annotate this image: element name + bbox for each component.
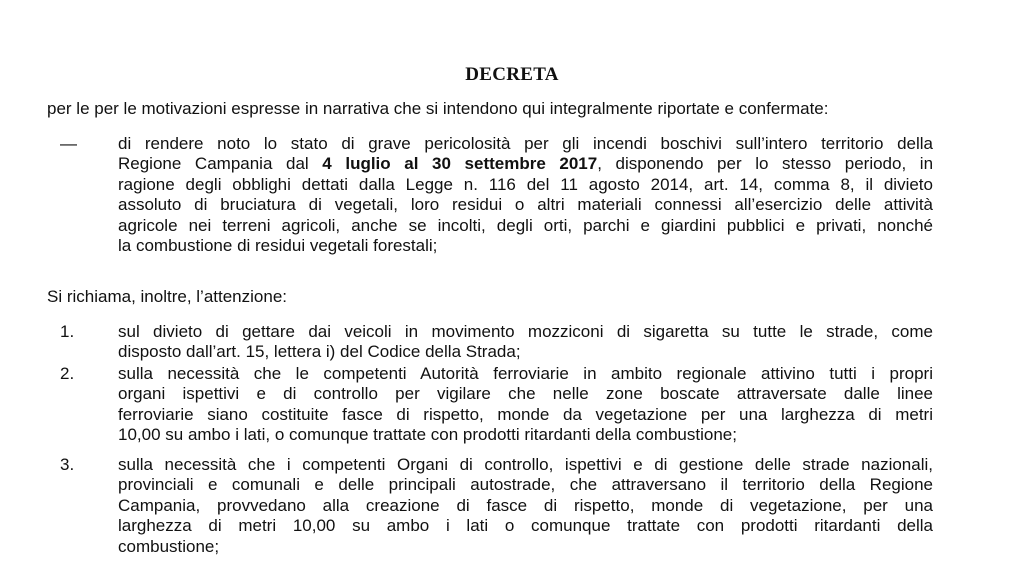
item-2-line-4: 10,00 su ambo i lati, o comunque trattate con prodotti ritardanti della combustione; [118, 425, 737, 445]
dash-line-4: assoluto di bruciatura di vegetali, loro residui o altri materiali connessi all’esercizio delle attività [118, 195, 933, 215]
dash-line-2-start: Regione Campania dal [118, 154, 323, 174]
item-2-line-3: ferroviarie siano costituite fasce di rispetto, monde da vegetazione per una larghezza di metri [118, 404, 933, 424]
item-3-line-5: combustione; [118, 536, 220, 556]
item-2-line-1: sulla necessità che le competenti Autorità ferroviarie in ambito regionale attivino tutti i propri [118, 364, 933, 383]
dash-line-1: di rendere noto lo stato di grave pericolosità per gli incendi boschivi sull’intero territorio della [118, 134, 933, 153]
item-3-text [118, 455, 933, 557]
decree-heading: DECRETA [465, 64, 559, 85]
dash-line-6: la combustione di residui vegetali forestali; [118, 236, 438, 256]
attention-paragraph: Si richiama, inoltre, l’attenzione: [47, 287, 288, 306]
dash-line-2 [118, 154, 933, 174]
item-1-line-1: sul divieto di gettare dai veicoli in movimento mozziconi di sigaretta su tutte le strade, come [118, 322, 933, 341]
item-3-line-4: larghezza di metri 10,00 su ambo i lati o comunque trattate con prodotti ritardanti della [118, 516, 933, 536]
item-3-number: 3. [60, 455, 75, 474]
item-2-text [118, 364, 933, 446]
item-1-line-2: disposto dall’art. 15, lettera i) del Codice della Strada; [118, 342, 521, 362]
item-3-line-3: Campania, provvedano alla creazione di fasce di rispetto, monde di vegetazione, per una [118, 495, 933, 515]
item-1-number: 1. [60, 322, 75, 341]
item-2-line-2: organi ispettivi e di controllo per vigilare che nelle zone boscate attraversate dalle linee [118, 384, 933, 404]
intro-paragraph: per le per le motivazioni espresse in narrativa che si intendono qui integralmente riportate e confermate: [47, 99, 829, 118]
dash-line-5: agricole nei terreni agricoli, anche se incolti, degli orti, parchi e giardini pubblici e privati, nonché [118, 215, 933, 235]
date-range-bold: 4 luglio al 30 settembre 2017 [322, 154, 598, 174]
item-3-line-1: sulla necessità che i competenti Organi di controllo, ispettivi e di gestione delle strade nazionali, [118, 455, 933, 474]
item-2-number: 2. [60, 364, 75, 383]
dash-marker: — [60, 134, 77, 153]
dash-item-text [118, 134, 933, 256]
item-3-line-2: provinciali e comunali e delle principali autostrade, che attraversano il territorio della Regione [118, 475, 933, 495]
dash-line-2-end: , disponendo per lo stesso periodo, in [597, 154, 934, 174]
item-1-text [118, 322, 933, 363]
dash-line-3: ragione degli obblighi dettati dalla Legge n. 116 del 11 agosto 2014, art. 14, comma 8, il divieto [118, 174, 933, 194]
